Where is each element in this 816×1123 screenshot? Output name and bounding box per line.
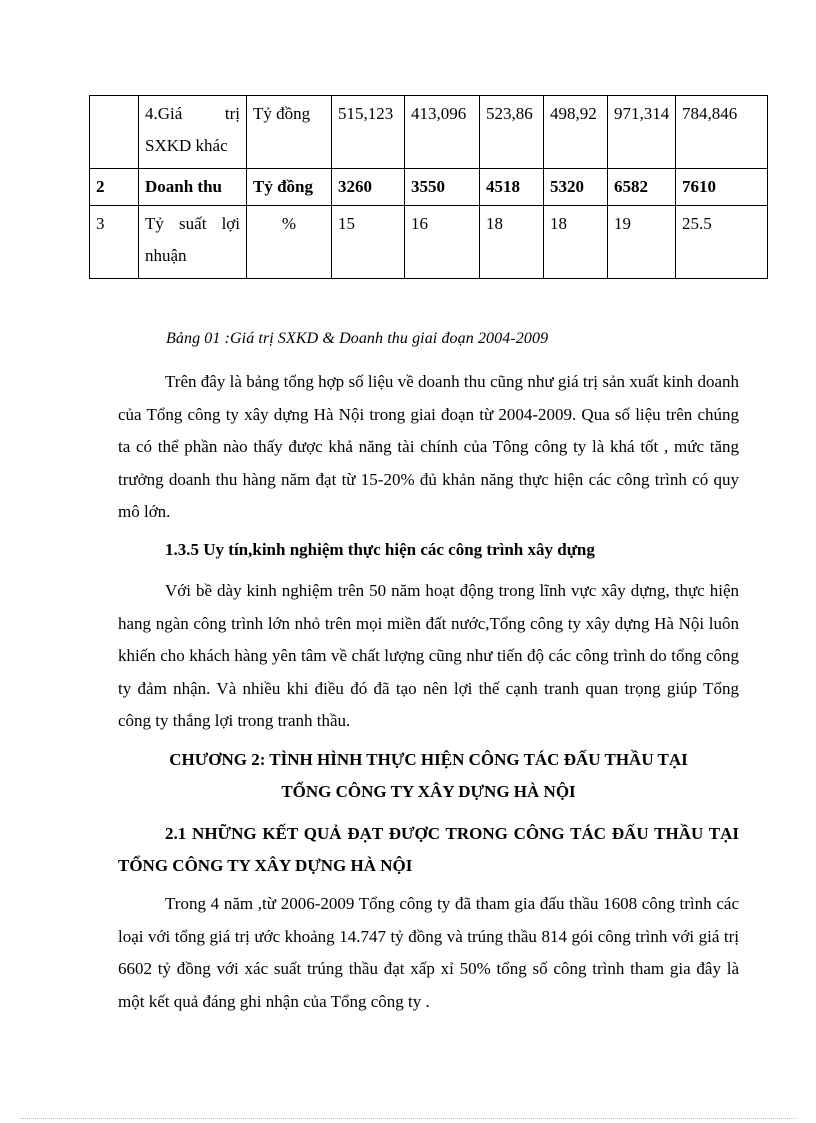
row-value: 15 [332, 206, 405, 279]
row-value: 19 [608, 206, 676, 279]
row-value: 523,86 [480, 96, 544, 169]
item-word: nhuận [145, 246, 187, 265]
table-caption: Bảng 01 :Giá trị SXKD & Doanh thu giai đoạn 2004-2009 [166, 330, 549, 347]
item-word: Tỷ [145, 214, 164, 233]
row-value: 784,846 [676, 96, 768, 169]
row-item: Doanh thu [139, 169, 247, 206]
item-word: lợi [221, 214, 240, 233]
row-value: 7610 [676, 169, 768, 206]
row-unit: Tỷ đồng [247, 96, 332, 169]
table-row [90, 206, 768, 279]
page-bottom-rule [20, 1118, 796, 1119]
row-item [139, 206, 247, 279]
row-value: 413,096 [405, 96, 480, 169]
row-value: 5320 [544, 169, 608, 206]
paragraph-text: Với bề dày kinh nghiệm trên 50 năm hoạt động trong lĩnh vực xây dựng, thực hiện hang ngàn công trình lớn nhỏ trên mọi miền đất nước,Tổng công ty xây dựng Hà Nội luôn khiến cho khách hàng yên tâm về chất lượng cũng như tiến độ các công trình do tổng công ty đảm nhận. Và nhiều khi điều đó đã tạo nên lợi thế cạnh tranh quan trọng giúp Tổng công ty thắng lợi trong tranh thầu. [118, 581, 739, 730]
paragraph [118, 888, 739, 1018]
row-value: 3550 [405, 169, 480, 206]
chapter-title-line: CHƯƠNG 2: TÌNH HÌNH THỰC HIỆN CÔNG TÁC ĐẤU THẦU TẠI [169, 750, 688, 769]
row-item [139, 96, 247, 169]
table-row [90, 169, 768, 206]
section-heading: 1.3.5 Uy tín,kinh nghiệm thực hiện các công trình xây dựng [165, 540, 595, 559]
item-word: SXKD khác [145, 136, 228, 155]
chapter-title-line: TỔNG CÔNG TY XÂY DỰNG HÀ NỘI [281, 782, 576, 801]
row-value: 18 [480, 206, 544, 279]
row-unit: Tỷ đồng [247, 169, 332, 206]
item-word: trị [224, 104, 240, 123]
item-word: suất [179, 214, 207, 233]
paragraph-text: Trên đây là bảng tổng hợp số liệu về doanh thu cũng như giá trị sản xuất kinh doanh của Tổng công ty xây dựng Hà Nội trong giai đoạn từ 2004-2009. Qua số liệu trên chúng ta có thể phần nào thấy được khả năng tài chính của Tông công ty là khá tốt , mức tăng trưởng doanh thu hàng năm đạt từ 15-20% đủ khản năng thực hiện các công trình có quy mô lớn. [118, 372, 739, 521]
paragraph [118, 366, 739, 529]
row-value: 16 [405, 206, 480, 279]
row-unit: % [247, 206, 332, 279]
paragraph [118, 575, 739, 738]
row-value: 18 [544, 206, 608, 279]
row-number: 3 [90, 206, 139, 279]
paragraph-text: Trong 4 năm ,từ 2006-2009 Tổng công ty đã tham gia đấu thầu 1608 công trình các loại với tổng giá trị ước khoảng 14.747 tỷ đồng và trúng thầu 814 gói công trình với giá trị 6602 tỷ đồng với xác suất trúng thầu đạt xấp xỉ 50% tổng số công trình tham gia đây là một kết quả đáng ghi nhận của Tổng công ty . [118, 894, 739, 1011]
row-value: 3260 [332, 169, 405, 206]
item-word: 4.Giá [145, 104, 183, 123]
row-value: 6582 [608, 169, 676, 206]
row-value: 25.5 [676, 206, 768, 279]
row-value: 498,92 [544, 96, 608, 169]
section-heading-text: 2.1 NHỮNG KẾT QUẢ ĐẠT ĐƯỢC TRONG CÔNG TÁC ĐẤU THẦU TẠI TỔNG CÔNG TY XÂY DỰNG HÀ NỘI [118, 824, 739, 875]
row-value: 971,314 [608, 96, 676, 169]
financial-table [89, 95, 768, 279]
row-value: 515,123 [332, 96, 405, 169]
row-number [90, 96, 139, 169]
table-row [90, 96, 768, 169]
section-heading [118, 818, 739, 882]
row-number: 2 [90, 169, 139, 206]
row-value: 4518 [480, 169, 544, 206]
